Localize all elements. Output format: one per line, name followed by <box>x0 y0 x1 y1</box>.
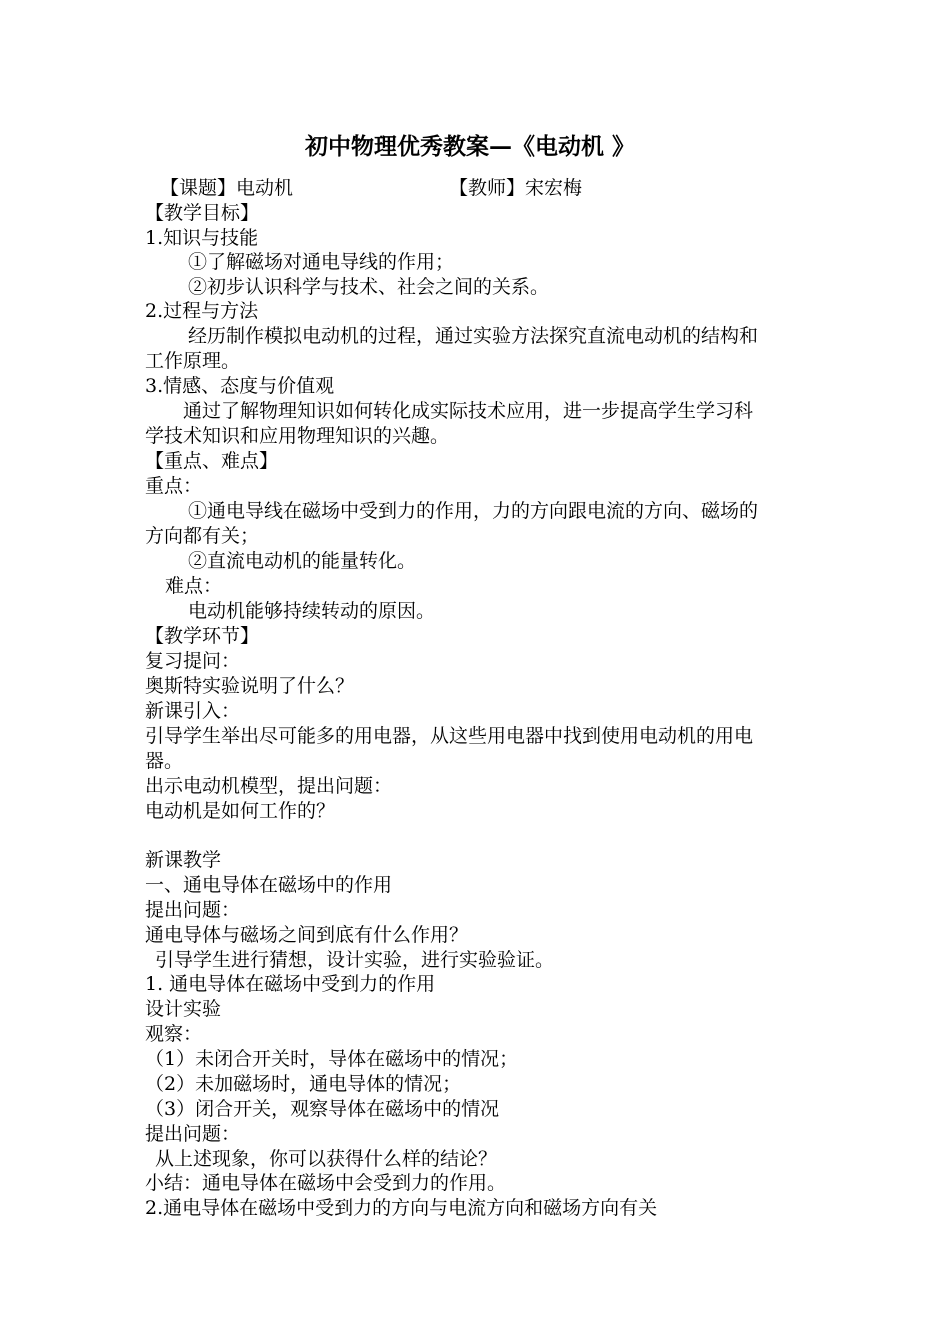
text-line: 经历制作模拟电动机的过程，通过实验方法探究直流电动机的结构和 <box>188 325 759 347</box>
section-heading: 【教学环节】 <box>145 625 260 647</box>
text-line: 2.过程与方法 <box>145 300 259 322</box>
text-line: ②直流电动机的能量转化。 <box>188 550 417 572</box>
text-line: 小结：通电导体在磁场中会受到力的作用。 <box>145 1172 507 1194</box>
text-line: （3）闭合开关，观察导体在磁场中的情况 <box>145 1098 500 1120</box>
text-line: 设计实验 <box>145 998 222 1020</box>
text-line: 难点： <box>165 575 223 597</box>
text-line: 3.情感、态度与价值观 <box>145 375 335 397</box>
text-line: 引导学生进行猜想，设计实验，进行实验验证。 <box>155 949 555 971</box>
text-line: 电动机能够持续转动的原因。 <box>188 600 436 622</box>
text-line: 学技术知识和应用物理知识的兴趣。 <box>145 425 450 447</box>
text-line: 提出问题： <box>145 1123 241 1145</box>
text-line: 提出问题： <box>145 899 241 921</box>
text-line: 方向都有关； <box>145 525 260 547</box>
text-line: 从上述现象，你可以获得什么样的结论？ <box>155 1148 498 1170</box>
text-line: 通电导体与磁场之间到底有什么作用？ <box>145 924 469 946</box>
text-line: 奥斯特实验说明了什么？ <box>145 675 355 697</box>
text-line: 1. 通电导体在磁场中受到力的作用 <box>145 973 436 995</box>
text-line: （2）未加磁场时，通电导体的情况； <box>145 1073 462 1095</box>
document-title: 初中物理优秀教案—《电动机 》 <box>304 133 635 160</box>
text-line: 新课引入： <box>145 700 241 722</box>
text-line: 出示电动机模型，提出问题： <box>145 775 393 797</box>
text-line: ①了解磁场对通电导线的作用； <box>188 251 455 273</box>
text-line: 复习提问： <box>145 650 241 672</box>
section-heading: 【重点、难点】 <box>145 450 279 472</box>
text-line: ②初步认识科学与技术、社会之间的关系。 <box>188 276 550 298</box>
text-line: 观察： <box>145 1023 203 1045</box>
text-line: 电动机是如何工作的？ <box>145 800 336 822</box>
teacher-label: 【教师】宋宏梅 <box>449 177 583 199</box>
text-line: 重点： <box>145 475 203 497</box>
text-line: ①通电导线在磁场中受到力的作用，力的方向跟电流的方向、磁场的 <box>188 500 759 522</box>
subject-label: 【课题】电动机 <box>160 177 294 199</box>
text-line: 通过了解物理知识如何转化成实际技术应用，进一步提高学生学习科 <box>183 400 754 422</box>
text-line: 一、通电导体在磁场中的作用 <box>145 874 393 896</box>
text-line: 1.知识与技能 <box>145 227 259 249</box>
section-heading: 【教学目标】 <box>145 202 260 224</box>
text-line: 2.通电导体在磁场中受到力的方向与电流方向和磁场方向有关 <box>145 1197 658 1219</box>
text-line: 新课教学 <box>145 849 222 871</box>
text-line: 器。 <box>145 750 184 772</box>
text-line: 引导学生举出尽可能多的用电器，从这些用电器中找到使用电动机的用电 <box>145 725 754 747</box>
text-line: 工作原理。 <box>145 350 241 372</box>
text-line: （1）未闭合开关时，导体在磁场中的情况； <box>145 1048 519 1070</box>
